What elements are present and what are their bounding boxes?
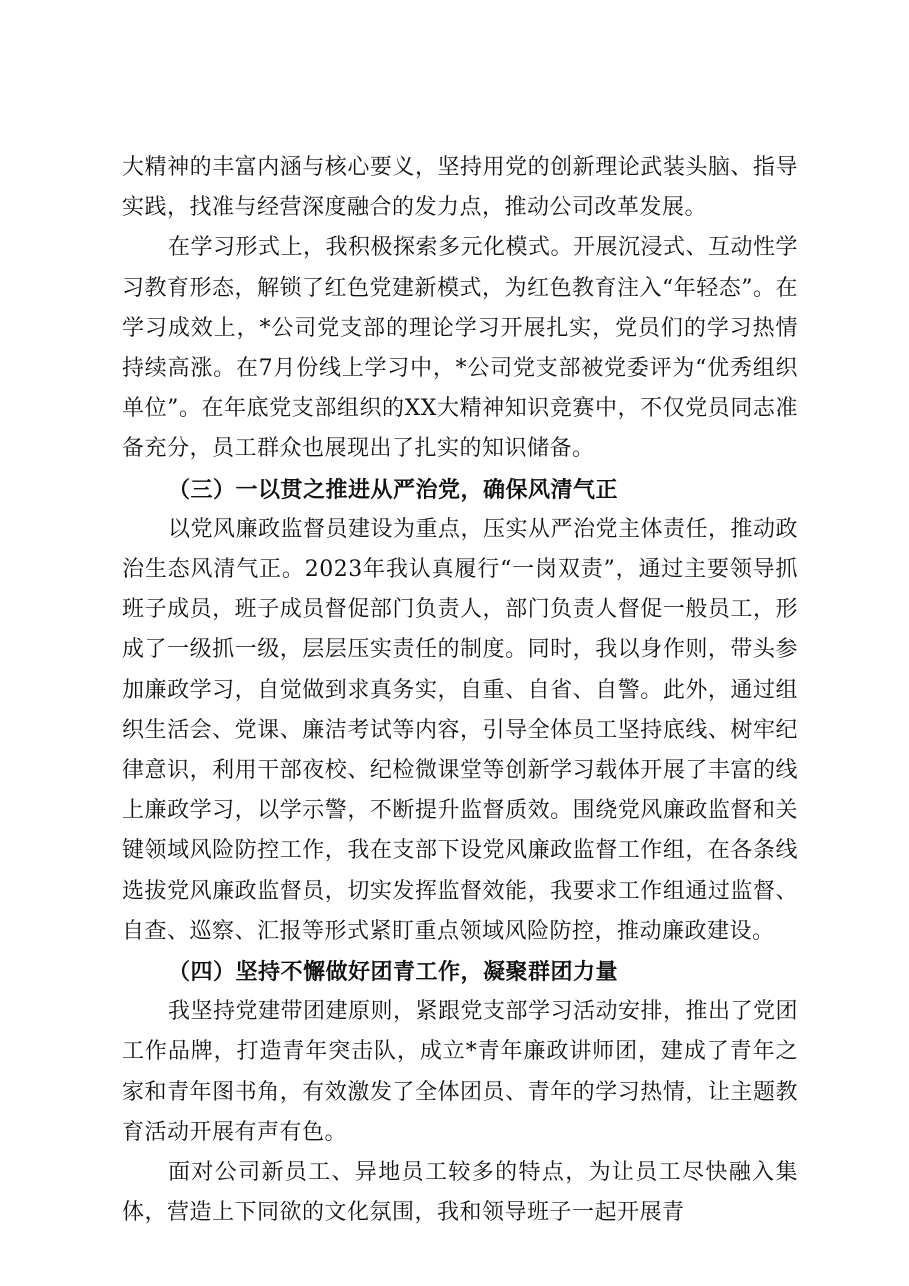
paragraph-3: 以党风廉政监督员建设为重点，压实从严治党主体责任，推动政治生态风清气正。2023年我认真履行“一岗双责”，通过主要领导抓班子成员，班子成员督促部门负责人，部门负责人督促一般员工，形成了一级抓一级，层层压实责任的制度。同时，我以身作则，带头参加廉政学习，自觉做到求真务实，自重、自省、自警。此外，通过组织生活会、党课、廉洁考试等内容，引导全体员工坚持底线、树牢纪律意识，利用干部夜校、纪检微课堂等创新学习载体开展了丰富的线上廉政学习，以学示警，不断提升监督质效。围绕党风廉政监督和关键领域风险防控工作，我在支部下设党风廉政监督工作组，在各条线选拔党风廉政监督员，切实发挥监督效能，我要求工作组通过监督、自查、巡察、汇报等形式紧盯重点领域风险防控，推动廉政建设。 <box>122 516 799 944</box>
paragraph-4: 我坚持党建带团建原则，紧跟党支部学习活动安排，推出了党团工作品牌，打造青年突击队，成立*青年廉政讲师团，建成了青年之家和青年图书角，有效激发了全体团员、青年的学习热情，让主题教育活动开展有声有色。 <box>122 999 799 1145</box>
document-page <box>122 148 798 1233</box>
section-heading-3: （三）一以贯之推进从严治党，确保风清气正 <box>168 476 619 503</box>
paragraph-2: 在学习形式上，我积极探索多元化模式。开展沉浸式、互动性学习教育形态，解锁了红色党建新模式，为红色教育注入“年轻态”。在学习成效上，*公司党支部的理论学习开展扎实，党员们的学习热情持续高涨。在7月份线上学习中，*公司党支部被党委评为“优秀组织单位”。在年底党支部组织的XX大精神知识竞赛中，不仅党员同志准备充分，员工群众也展现出了扎实的知识储备。 <box>122 235 799 462</box>
section-heading-4: （四）坚持不懈做好团青工作，凝聚群团力量 <box>168 959 619 986</box>
paragraph-1: 大精神的丰富内涵与核心要义，坚持用党的创新理论武装头脑、指导实践，找准与经营深度融合的发力点，推动公司改革发展。 <box>122 155 798 221</box>
paragraph-5: 面对公司新员工、异地员工较多的特点，为让员工尽快融入集体，营造上下同欲的文化氛围，我和领导班子一起开展青 <box>122 1160 798 1226</box>
